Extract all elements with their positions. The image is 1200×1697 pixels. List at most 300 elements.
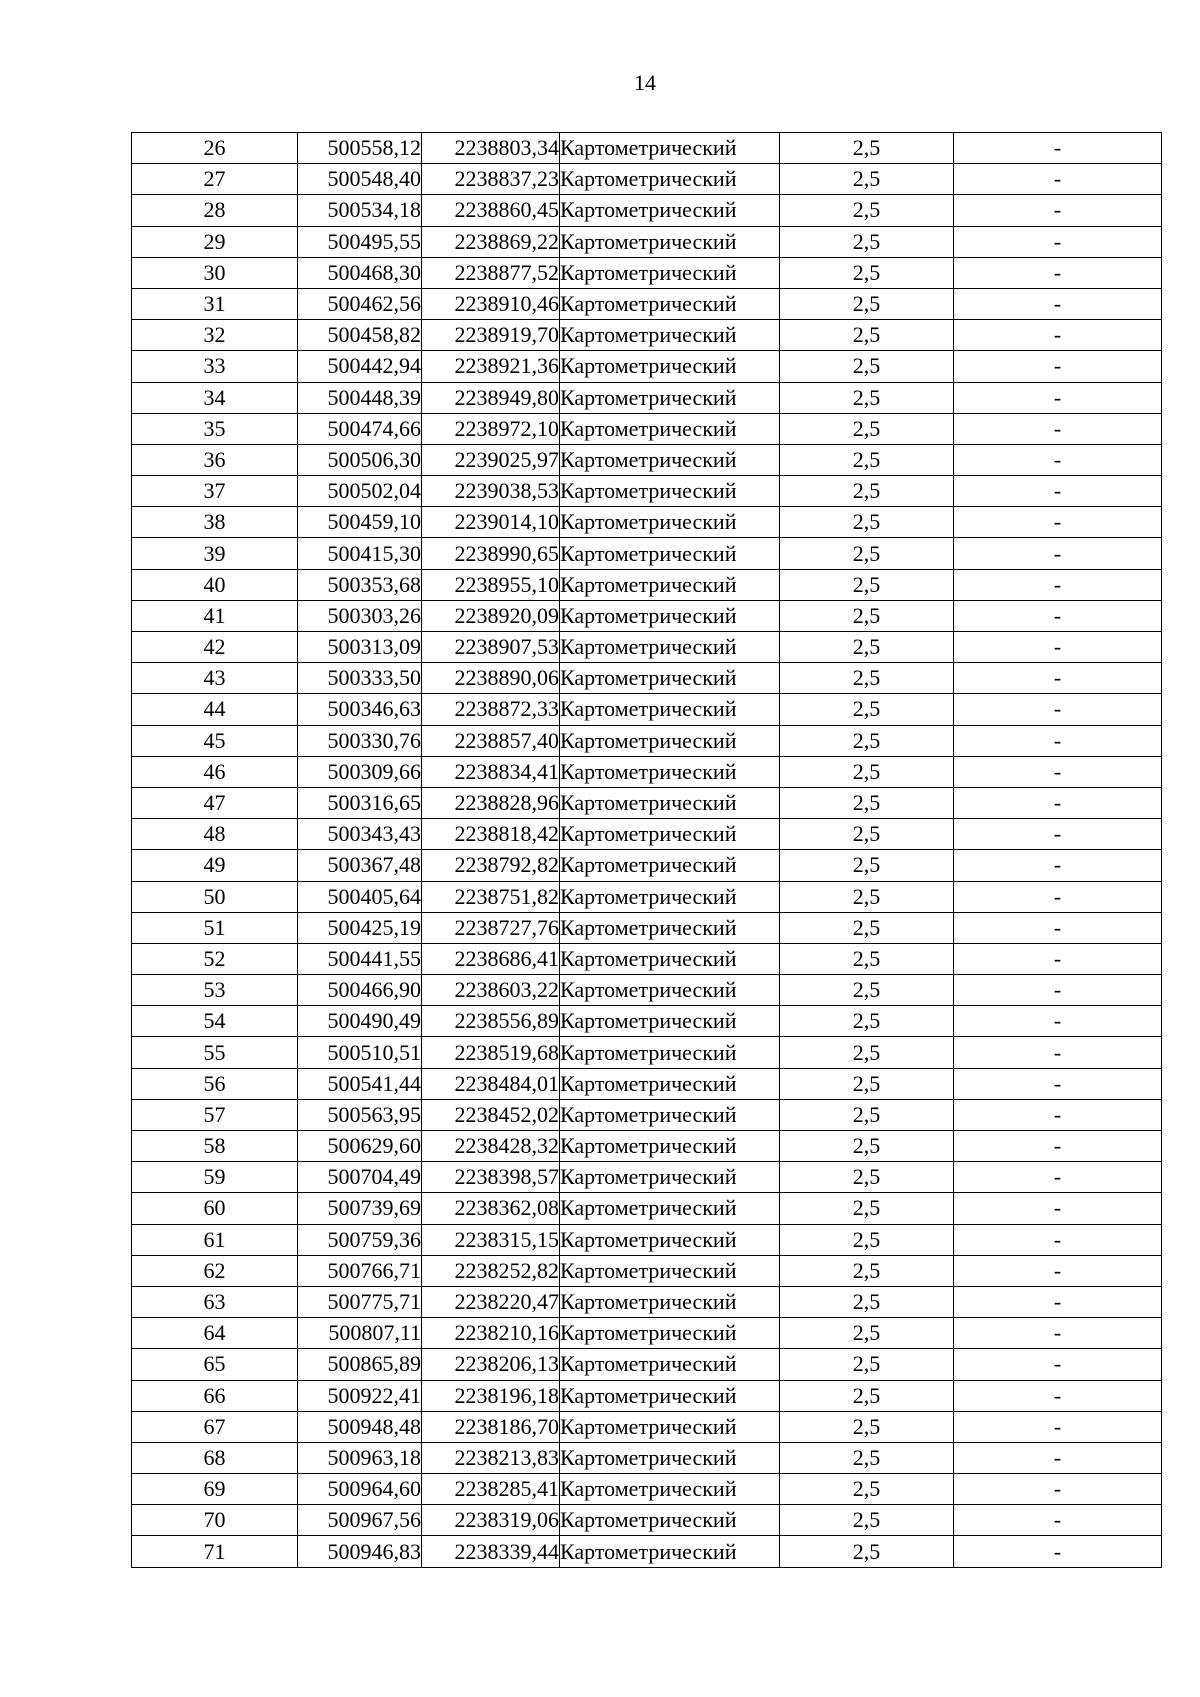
accuracy-cell: 2,5 [780,133,954,164]
point-number-cell: 35 [132,413,298,444]
point-number-cell: 52 [132,943,298,974]
table-row [132,1099,1162,1130]
point-number-cell: 47 [132,787,298,818]
note-cell: - [954,1193,1162,1224]
accuracy-cell: 2,5 [780,538,954,569]
table-row [132,413,1162,444]
x-coordinate-cell: 500459,10 [298,507,422,538]
note-cell: - [954,538,1162,569]
table-row [132,943,1162,974]
note-cell: - [954,1536,1162,1567]
note-cell: - [954,413,1162,444]
method-cell: Картометрический [560,257,780,288]
table-row [132,320,1162,351]
method-cell: Картометрический [560,1037,780,1068]
method-cell: Картометрический [560,1536,780,1567]
y-coordinate-cell: 2238556,89 [422,1006,560,1037]
method-cell: Картометрический [560,1224,780,1255]
y-coordinate-cell: 2238362,08 [422,1193,560,1224]
point-number-cell: 58 [132,1131,298,1162]
y-coordinate-cell: 2238869,22 [422,226,560,257]
method-cell: Картометрический [560,1505,780,1536]
point-number-cell: 32 [132,320,298,351]
x-coordinate-cell: 500506,30 [298,444,422,475]
y-coordinate-cell: 2239025,97 [422,444,560,475]
point-number-cell: 67 [132,1411,298,1442]
note-cell: - [954,1006,1162,1037]
y-coordinate-cell: 2238206,13 [422,1349,560,1380]
table-row [132,1349,1162,1380]
note-cell: - [954,1318,1162,1349]
point-number-cell: 55 [132,1037,298,1068]
note-cell: - [954,694,1162,725]
table-row [132,1006,1162,1037]
method-cell: Картометрический [560,1099,780,1130]
method-cell: Картометрический [560,444,780,475]
method-cell: Картометрический [560,569,780,600]
accuracy-cell: 2,5 [780,912,954,943]
table-row [132,850,1162,881]
method-cell: Картометрический [560,1286,780,1317]
x-coordinate-cell: 500415,30 [298,538,422,569]
page-number: 14 [634,70,656,95]
point-number-cell: 65 [132,1349,298,1380]
x-coordinate-cell: 500346,63 [298,694,422,725]
method-cell: Картометрический [560,538,780,569]
point-number-cell: 37 [132,476,298,507]
point-number-cell: 48 [132,819,298,850]
method-cell: Картометрический [560,756,780,787]
y-coordinate-cell: 2238837,23 [422,164,560,195]
table-row [132,507,1162,538]
accuracy-cell: 2,5 [780,1162,954,1193]
x-coordinate-cell: 500448,39 [298,382,422,413]
method-cell: Картометрический [560,351,780,382]
y-coordinate-cell: 2238686,41 [422,943,560,974]
method-cell: Картометрический [560,1474,780,1505]
point-number-cell: 60 [132,1193,298,1224]
x-coordinate-cell: 500490,49 [298,1006,422,1037]
table-row [132,1286,1162,1317]
y-coordinate-cell: 2238890,06 [422,663,560,694]
method-cell: Картометрический [560,320,780,351]
coordinates-table-body [132,133,1162,1568]
x-coordinate-cell: 500462,56 [298,288,422,319]
note-cell: - [954,912,1162,943]
y-coordinate-cell: 2238452,02 [422,1099,560,1130]
x-coordinate-cell: 500964,60 [298,1474,422,1505]
table-row [132,1224,1162,1255]
method-cell: Картометрический [560,1318,780,1349]
x-coordinate-cell: 500865,89 [298,1349,422,1380]
accuracy-cell: 2,5 [780,1131,954,1162]
x-coordinate-cell: 500330,76 [298,725,422,756]
point-number-cell: 64 [132,1318,298,1349]
note-cell: - [954,382,1162,413]
accuracy-cell: 2,5 [780,507,954,538]
x-coordinate-cell: 500548,40 [298,164,422,195]
x-coordinate-cell: 500629,60 [298,1131,422,1162]
y-coordinate-cell: 2238990,65 [422,538,560,569]
accuracy-cell: 2,5 [780,1536,954,1567]
x-coordinate-cell: 500303,26 [298,600,422,631]
table-row [132,694,1162,725]
point-number-cell: 30 [132,257,298,288]
note-cell: - [954,725,1162,756]
table-row [132,1474,1162,1505]
note-cell: - [954,288,1162,319]
y-coordinate-cell: 2238907,53 [422,632,560,663]
method-cell: Картометрический [560,850,780,881]
y-coordinate-cell: 2238519,68 [422,1037,560,1068]
accuracy-cell: 2,5 [780,257,954,288]
method-cell: Картометрический [560,195,780,226]
point-number-cell: 34 [132,382,298,413]
method-cell: Картометрический [560,912,780,943]
table-row [132,569,1162,600]
point-number-cell: 68 [132,1442,298,1473]
method-cell: Картометрический [560,1255,780,1286]
note-cell: - [954,1162,1162,1193]
accuracy-cell: 2,5 [780,382,954,413]
method-cell: Картометрический [560,1162,780,1193]
method-cell: Картометрический [560,725,780,756]
method-cell: Картометрический [560,413,780,444]
x-coordinate-cell: 500353,68 [298,569,422,600]
x-coordinate-cell: 500442,94 [298,351,422,382]
method-cell: Картометрический [560,600,780,631]
point-number-cell: 46 [132,756,298,787]
x-coordinate-cell: 500766,71 [298,1255,422,1286]
x-coordinate-cell: 500541,44 [298,1068,422,1099]
point-number-cell: 33 [132,351,298,382]
x-coordinate-cell: 500948,48 [298,1411,422,1442]
table-row [132,1037,1162,1068]
accuracy-cell: 2,5 [780,850,954,881]
method-cell: Картометрический [560,632,780,663]
x-coordinate-cell: 500309,66 [298,756,422,787]
method-cell: Картометрический [560,1006,780,1037]
x-coordinate-cell: 500807,11 [298,1318,422,1349]
table-row [132,195,1162,226]
y-coordinate-cell: 2239014,10 [422,507,560,538]
x-coordinate-cell: 500739,69 [298,1193,422,1224]
note-cell: - [954,1442,1162,1473]
accuracy-cell: 2,5 [780,694,954,725]
accuracy-cell: 2,5 [780,288,954,319]
method-cell: Картометрический [560,476,780,507]
accuracy-cell: 2,5 [780,1068,954,1099]
accuracy-cell: 2,5 [780,1037,954,1068]
note-cell: - [954,819,1162,850]
method-cell: Картометрический [560,943,780,974]
accuracy-cell: 2,5 [780,819,954,850]
point-number-cell: 59 [132,1162,298,1193]
accuracy-cell: 2,5 [780,1474,954,1505]
y-coordinate-cell: 2238220,47 [422,1286,560,1317]
point-number-cell: 38 [132,507,298,538]
table-row [132,1318,1162,1349]
note-cell: - [954,1349,1162,1380]
accuracy-cell: 2,5 [780,569,954,600]
x-coordinate-cell: 500967,56 [298,1505,422,1536]
note-cell: - [954,569,1162,600]
y-coordinate-cell: 2238920,09 [422,600,560,631]
point-number-cell: 49 [132,850,298,881]
accuracy-cell: 2,5 [780,226,954,257]
x-coordinate-cell: 500468,30 [298,257,422,288]
note-cell: - [954,663,1162,694]
y-coordinate-cell: 2238792,82 [422,850,560,881]
note-cell: - [954,320,1162,351]
y-coordinate-cell: 2239038,53 [422,476,560,507]
y-coordinate-cell: 2238196,18 [422,1380,560,1411]
table-row [132,226,1162,257]
table-row [132,382,1162,413]
y-coordinate-cell: 2238319,06 [422,1505,560,1536]
point-number-cell: 70 [132,1505,298,1536]
point-number-cell: 53 [132,975,298,1006]
table-row [132,819,1162,850]
accuracy-cell: 2,5 [780,725,954,756]
x-coordinate-cell: 500963,18 [298,1442,422,1473]
method-cell: Картометрический [560,819,780,850]
y-coordinate-cell: 2238285,41 [422,1474,560,1505]
point-number-cell: 43 [132,663,298,694]
table-row [132,1068,1162,1099]
note-cell: - [954,943,1162,974]
note-cell: - [954,1411,1162,1442]
note-cell: - [954,1474,1162,1505]
point-number-cell: 29 [132,226,298,257]
note-cell: - [954,600,1162,631]
x-coordinate-cell: 500759,36 [298,1224,422,1255]
table-row [132,1411,1162,1442]
x-coordinate-cell: 500534,18 [298,195,422,226]
note-cell: - [954,1286,1162,1317]
table-row [132,1442,1162,1473]
point-number-cell: 41 [132,600,298,631]
method-cell: Картометрический [560,164,780,195]
table-row [132,725,1162,756]
point-number-cell: 31 [132,288,298,319]
note-cell: - [954,351,1162,382]
point-number-cell: 51 [132,912,298,943]
x-coordinate-cell: 500316,65 [298,787,422,818]
y-coordinate-cell: 2238955,10 [422,569,560,600]
table-row [132,164,1162,195]
x-coordinate-cell: 500313,09 [298,632,422,663]
y-coordinate-cell: 2238428,32 [422,1131,560,1162]
accuracy-cell: 2,5 [780,1318,954,1349]
x-coordinate-cell: 500922,41 [298,1380,422,1411]
point-number-cell: 61 [132,1224,298,1255]
y-coordinate-cell: 2238315,15 [422,1224,560,1255]
table-row [132,1162,1162,1193]
note-cell: - [954,195,1162,226]
accuracy-cell: 2,5 [780,632,954,663]
accuracy-cell: 2,5 [780,756,954,787]
note-cell: - [954,164,1162,195]
accuracy-cell: 2,5 [780,476,954,507]
point-number-cell: 69 [132,1474,298,1505]
x-coordinate-cell: 500458,82 [298,320,422,351]
y-coordinate-cell: 2238398,57 [422,1162,560,1193]
table-row [132,257,1162,288]
accuracy-cell: 2,5 [780,1411,954,1442]
note-cell: - [954,1224,1162,1255]
table-row [132,787,1162,818]
point-number-cell: 63 [132,1286,298,1317]
method-cell: Картометрический [560,975,780,1006]
method-cell: Картометрический [560,382,780,413]
method-cell: Картометрический [560,1380,780,1411]
y-coordinate-cell: 2238972,10 [422,413,560,444]
point-number-cell: 62 [132,1255,298,1286]
x-coordinate-cell: 500474,66 [298,413,422,444]
accuracy-cell: 2,5 [780,975,954,1006]
y-coordinate-cell: 2238818,42 [422,819,560,850]
y-coordinate-cell: 2238919,70 [422,320,560,351]
y-coordinate-cell: 2238603,22 [422,975,560,1006]
method-cell: Картометрический [560,663,780,694]
table-row [132,975,1162,1006]
point-number-cell: 54 [132,1006,298,1037]
point-number-cell: 56 [132,1068,298,1099]
method-cell: Картометрический [560,1442,780,1473]
point-number-cell: 71 [132,1536,298,1567]
accuracy-cell: 2,5 [780,444,954,475]
note-cell: - [954,632,1162,663]
x-coordinate-cell: 500502,04 [298,476,422,507]
point-number-cell: 26 [132,133,298,164]
accuracy-cell: 2,5 [780,787,954,818]
table-row [132,288,1162,319]
y-coordinate-cell: 2238803,34 [422,133,560,164]
table-row [132,756,1162,787]
table-row [132,1536,1162,1567]
y-coordinate-cell: 2238872,33 [422,694,560,725]
method-cell: Картометрический [560,1131,780,1162]
table-row [132,632,1162,663]
x-coordinate-cell: 500775,71 [298,1286,422,1317]
x-coordinate-cell: 500367,48 [298,850,422,881]
y-coordinate-cell: 2238877,52 [422,257,560,288]
method-cell: Картометрический [560,133,780,164]
method-cell: Картометрический [560,507,780,538]
coordinates-table [131,132,1162,1568]
accuracy-cell: 2,5 [780,413,954,444]
y-coordinate-cell: 2238484,01 [422,1068,560,1099]
y-coordinate-cell: 2238210,16 [422,1318,560,1349]
point-number-cell: 36 [132,444,298,475]
note-cell: - [954,1380,1162,1411]
note-cell: - [954,881,1162,912]
table-row [132,133,1162,164]
y-coordinate-cell: 2238213,83 [422,1442,560,1473]
note-cell: - [954,1099,1162,1130]
point-number-cell: 39 [132,538,298,569]
accuracy-cell: 2,5 [780,1349,954,1380]
point-number-cell: 57 [132,1099,298,1130]
method-cell: Картометрический [560,1068,780,1099]
x-coordinate-cell: 500510,51 [298,1037,422,1068]
table-row [132,912,1162,943]
point-number-cell: 28 [132,195,298,226]
accuracy-cell: 2,5 [780,943,954,974]
x-coordinate-cell: 500466,90 [298,975,422,1006]
x-coordinate-cell: 500405,64 [298,881,422,912]
y-coordinate-cell: 2238186,70 [422,1411,560,1442]
x-coordinate-cell: 500946,83 [298,1536,422,1567]
y-coordinate-cell: 2238949,80 [422,382,560,413]
table-row [132,444,1162,475]
method-cell: Картометрический [560,226,780,257]
note-cell: - [954,1068,1162,1099]
y-coordinate-cell: 2238857,40 [422,725,560,756]
table-row [132,663,1162,694]
point-number-cell: 45 [132,725,298,756]
x-coordinate-cell: 500558,12 [298,133,422,164]
y-coordinate-cell: 2238727,76 [422,912,560,943]
note-cell: - [954,476,1162,507]
note-cell: - [954,787,1162,818]
accuracy-cell: 2,5 [780,1193,954,1224]
note-cell: - [954,850,1162,881]
table-row [132,881,1162,912]
accuracy-cell: 2,5 [780,320,954,351]
x-coordinate-cell: 500495,55 [298,226,422,257]
table-row [132,476,1162,507]
table-row [132,351,1162,382]
accuracy-cell: 2,5 [780,1224,954,1255]
table-row [132,538,1162,569]
accuracy-cell: 2,5 [780,1255,954,1286]
table-row [132,1255,1162,1286]
note-cell: - [954,756,1162,787]
note-cell: - [954,1131,1162,1162]
note-cell: - [954,1255,1162,1286]
y-coordinate-cell: 2238751,82 [422,881,560,912]
point-number-cell: 40 [132,569,298,600]
note-cell: - [954,226,1162,257]
method-cell: Картометрический [560,694,780,725]
accuracy-cell: 2,5 [780,1099,954,1130]
accuracy-cell: 2,5 [780,1380,954,1411]
note-cell: - [954,507,1162,538]
accuracy-cell: 2,5 [780,1286,954,1317]
y-coordinate-cell: 2238339,44 [422,1536,560,1567]
accuracy-cell: 2,5 [780,600,954,631]
table-row [132,600,1162,631]
table-row [132,1193,1162,1224]
x-coordinate-cell: 500441,55 [298,943,422,974]
note-cell: - [954,1037,1162,1068]
accuracy-cell: 2,5 [780,1442,954,1473]
method-cell: Картометрический [560,787,780,818]
point-number-cell: 66 [132,1380,298,1411]
y-coordinate-cell: 2238910,46 [422,288,560,319]
method-cell: Картометрический [560,1349,780,1380]
accuracy-cell: 2,5 [780,1505,954,1536]
note-cell: - [954,444,1162,475]
note-cell: - [954,975,1162,1006]
method-cell: Картометрический [560,881,780,912]
table-row [132,1131,1162,1162]
y-coordinate-cell: 2238252,82 [422,1255,560,1286]
table-row [132,1505,1162,1536]
y-coordinate-cell: 2238921,36 [422,351,560,382]
